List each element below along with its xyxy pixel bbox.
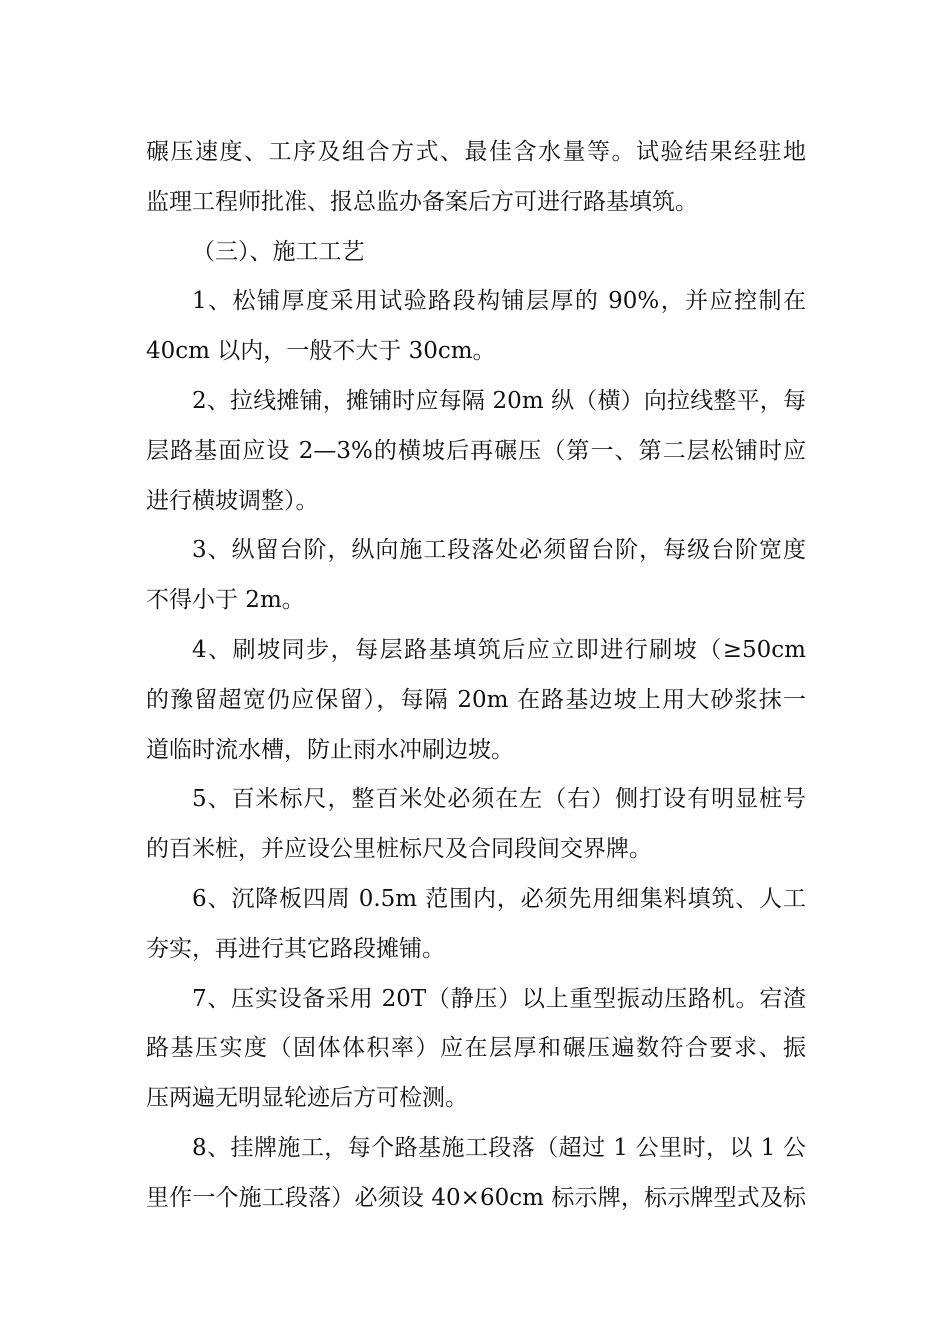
text-line-18: 7、压实设备采用 20T（静压）以上重型振动压路机。宕渣 [192,986,806,1012]
text-line-5: 40cm 以内，一般不大于 30cm。 [146,338,496,364]
text-line-8: 进行横坡调整）。 [146,488,319,514]
text-line-13: 道临时流水槽，防止雨水冲刷边坡。 [146,737,514,763]
text-line-20: 压两遍无明显轮迹后方可检测。 [146,1085,468,1111]
text-line-1: 碾压速度、工序及组合方式、最佳含水量等。试验结果经驻地 [146,139,806,165]
section-heading: （三）、施工工艺 [192,239,365,265]
text-line-19: 路基压实度（固体体积率）应在层厚和碾压遍数符合要求、振 [146,1035,806,1061]
text-line-7: 层路基面应设 2—3%的横坡后再碾压（第一、第二层松铺时应 [146,438,806,464]
text-line-22: 里作一个施工段落）必须设 40×60cm 标示牌，标示牌型式及标 [146,1185,806,1211]
text-line-9: 3、纵留台阶，纵向施工段落处必须留台阶，每级台阶宽度 [192,537,806,563]
text-line-15: 的百米桩，并应设公里桩标尺及合同段间交界牌。 [146,836,652,862]
text-line-12: 的豫留超宽仍应保留），每隔 20m 在路基边坡上用大砂浆抹一 [146,687,806,713]
text-line-4: 1、松铺厚度采用试验路段构铺层厚的 90%，并应控制在 [192,288,806,314]
text-line-14: 5、百米标尺，整百米处必须在左（右）侧打设有明显桩号 [192,786,806,812]
text-line-21: 8、挂牌施工，每个路基施工段落（超过 1 公里时，以 1 公 [192,1135,806,1161]
text-line-6: 2、拉线摊铺，摊铺时应每隔 20m 纵（横）向拉线整平，每 [192,388,806,414]
text-line-17: 夯实，再进行其它路段摊铺。 [146,936,445,962]
text-line-2: 监理工程师批准、报总监办备案后方可进行路基填筑。 [146,189,698,215]
text-line-16: 6、沉降板四周 0.5m 范围内，必须先用细集料填筑、人工 [192,886,806,912]
text-line-11: 4、刷坡同步，每层路基填筑后应立即进行刷坡（≥50cm [192,637,806,663]
text-line-10: 不得小于 2m。 [146,587,305,613]
